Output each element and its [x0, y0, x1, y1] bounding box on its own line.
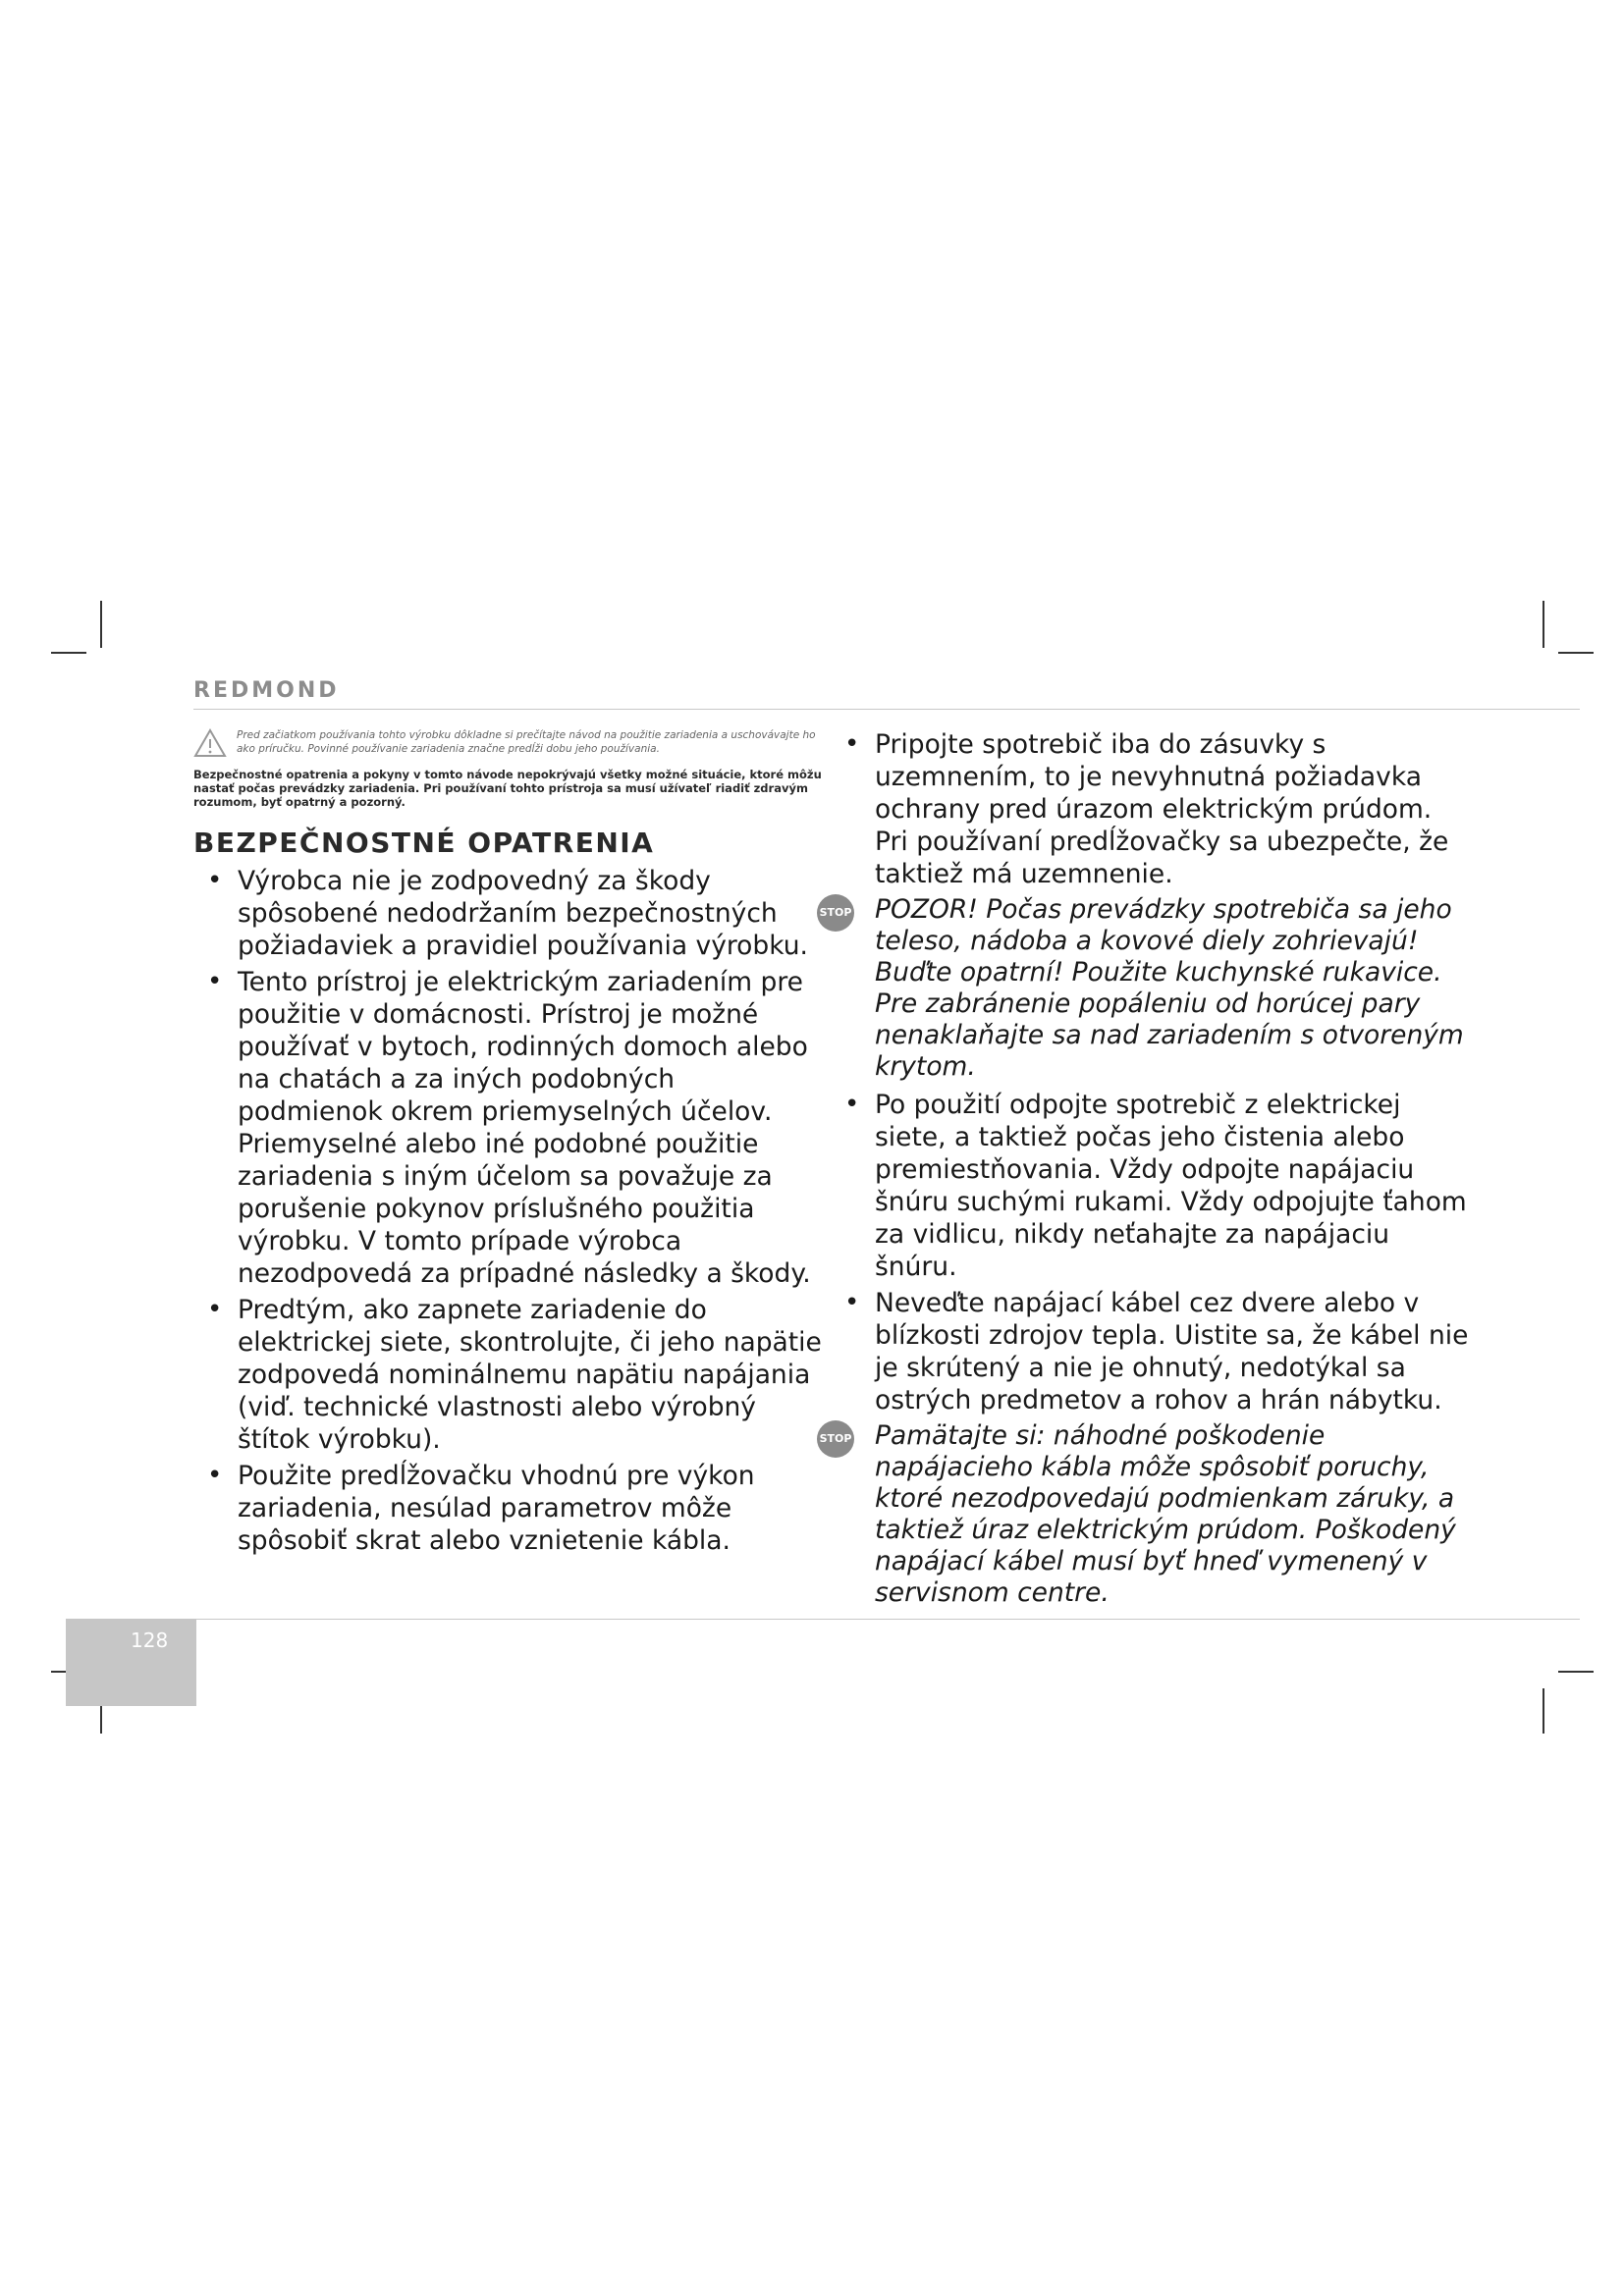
- crop-mark: [1558, 652, 1594, 654]
- footer-rule: [193, 1619, 1580, 1620]
- crop-mark: [51, 652, 86, 654]
- crop-mark: [1543, 1688, 1544, 1734]
- list-item: • Predtým, ako zapnete zariadenie do elektrickej siete, skontrolujte, či jeho napätie zodpovedá nominálnemu napätiu napájania (viď. technické vlastnosti alebo výrobný štítok výrobku).: [193, 1294, 822, 1456]
- warning-triangle-icon: [193, 728, 227, 758]
- list-item: • Neveďte napájací kábel cez dvere alebo v blízkosti zdrojov tepla. Uistite sa, že kábel nie je skrútený a nie je ohnutý, nedotýkal sa ostrých predmetov a rohov a hrán nábytku.: [831, 1287, 1469, 1416]
- warning-bold-text: Bezpečnostné opatrenia a pokyny v tomto návode nepokrývajú všetky možné situácie, ktoré môžu nastať počas prevádzky zariadenia. Pri používaní tohto prístroja sa musí užívateľ riadiť zdravým rozumom, byť opatrný a pozorný.: [193, 768, 822, 809]
- list-item: • Výrobca nie je zodpovedný za škody spôsobené nedodržaním bezpečnostných požiadaviek a pravidiel používania výrobku.: [193, 865, 822, 962]
- stop-warning: [819, 1420, 1469, 1609]
- list-item: • Po použití odpojte spotrebič z elektrickej siete, a taktiež počas jeho čistenia alebo premiestňovania. Vždy odpojte napájaciu šnúru suchými rukami. Vždy odpojujte ťahom za vidlicu, nikdy neťahajte za napájaciu šnúru.: [831, 1089, 1469, 1283]
- left-bullet-list: [193, 865, 822, 1557]
- left-column: [193, 728, 822, 1561]
- right-column: [819, 728, 1469, 1615]
- stop-icon: STOP: [817, 1420, 854, 1458]
- stop-warning-text: Pamätajte si: náhodné poškodenie napájacieho kábla môže spôsobiť poruchy, ktoré nezodpovedajú podmienkam záruky, a taktiež úraz elektrickým prúdom. Poškodený napájací kábel musí byť hneď vymenený v servisnom centre.: [875, 1420, 1456, 1608]
- right-bullet-list: [831, 1089, 1469, 1416]
- page-number: 128: [131, 1629, 169, 1652]
- right-bullet-list: [831, 728, 1469, 890]
- crop-mark: [1543, 601, 1544, 648]
- header-rule: [193, 709, 1580, 710]
- warning-intro-text: Pred začiatkom používania tohto výrobku dôkladne si prečítajte návod na použitie zariadenia a uschovávajte ho ako príručku. Povinné používanie zariadenia značne predĺži dobu jeho používania.: [237, 729, 816, 755]
- stop-warning-text: POZOR! Počas prevádzky spotrebiča sa jeho teleso, nádoba a kovové diely zohrievajú! Buďte opatrní! Použite kuchynské rukavice. Pre zabránenie popáleniu od horúcej pary nenaklaňajte sa nad zariadením s otvoreným krytom.: [875, 894, 1464, 1082]
- stop-icon: STOP: [817, 894, 854, 932]
- list-item: • Tento prístroj je elektrickým zariadením pre použitie v domácnosti. Prístroj je možné používať v bytoch, rodinných domoch alebo na chatách a za iných podobných podmienok okrem priemyselných účelov. Priemyselné alebo iné podobné použitie zariadenia s iným účelom sa považuje za porušenie pokynov príslušného použitia výrobku. V tomto prípade výrobca nezodpovedá za prípadné následky a škody.: [193, 966, 822, 1290]
- crop-mark: [100, 601, 102, 648]
- section-title: BEZPEČNOSTNÉ OPATRENIA: [193, 827, 655, 859]
- warning-note: [193, 728, 822, 758]
- stop-warning: [819, 894, 1469, 1083]
- crop-mark: [1558, 1671, 1594, 1673]
- list-item: • Pripojte spotrebič iba do zásuvky s uzemnením, to je nevyhnutná požiadavka ochrany pred úrazom elektrickým prúdom. Pri používaní predĺžovačky sa ubezpečte, že taktiež má uzemnenie.: [831, 728, 1469, 890]
- list-item: • Použite predĺžovačku vhodnú pre výkon zariadenia, nesúlad parametrov môže spôsobiť skrat alebo vznietenie kábla.: [193, 1460, 822, 1557]
- brand-logo: REDMOND: [193, 678, 340, 703]
- page-number-tab: [66, 1619, 196, 1706]
